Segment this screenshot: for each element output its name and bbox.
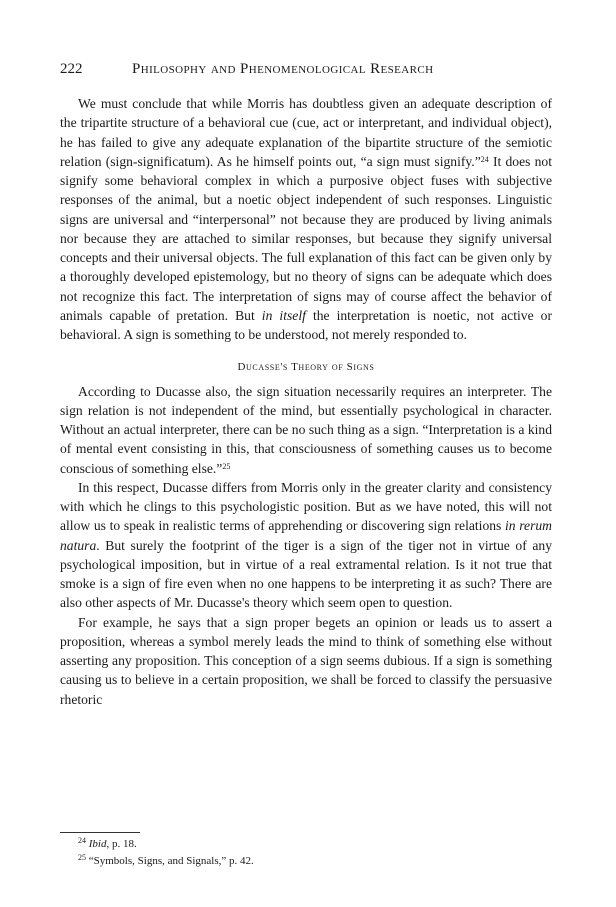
text-run: “Symbols, Signs, and Signals,” p. 42. bbox=[86, 855, 254, 867]
paragraph-conclusion bbox=[60, 94, 552, 344]
text-run: 24 bbox=[78, 836, 86, 845]
text-run: Ibid bbox=[88, 838, 107, 850]
page-number: 222 bbox=[60, 61, 83, 77]
text-run: We must conclude that while Morris has doubtless given an adequate description of the tripartite structure of a behavioral cue (cue, act or interpretant, and individual object), he has failed to give any adequate explanation of the bipartite structure of the semiotic relation (sign-significatum). As he himself points out, “a sign must signify.” bbox=[60, 96, 552, 169]
text-run: . But surely the footprint of the tiger is a sign of the tiger not in virtue of any psychological imposition, but in virtue of a real extramental relation. Is it not true that smoke is a sign of fire even when no one happens to be interpreting it as such? There are also other aspects of Mr. Ducasse's theory which seem open to question. bbox=[60, 537, 552, 611]
footnote-25 bbox=[60, 853, 552, 870]
text-run: In this respect, Ducasse differs from Morris only in the greater clarity and consistency with which he clings to this psychologistic position. But as we have noted, this will not allow us to speak in realistic terms of apprehending or discovering sign relations bbox=[60, 479, 552, 534]
section-heading bbox=[60, 358, 552, 377]
paragraph-ducasse-interpreter bbox=[60, 382, 552, 478]
text-run: 25 bbox=[78, 853, 86, 862]
text-run: 25 bbox=[222, 461, 231, 471]
running-title: Philosophy and Phenomenological Research bbox=[132, 61, 434, 77]
text-run: the interpretation is noetic, not active or behavioral. A sign is something to be understood, not merely responded to. bbox=[60, 307, 552, 342]
text-run: , p. 18. bbox=[106, 838, 137, 850]
footnote-rule bbox=[60, 832, 140, 833]
body-text bbox=[60, 94, 552, 709]
text-run: in rerum natura bbox=[60, 518, 552, 553]
text-run: For example, he says that a sign proper begets an opinion or leads us to assert a proposition, whereas a symbol merely leads the mind to think of something else without asserting any proposition. This conception of a sign seems dubious. If a sign is something causing us to believe in a certain proposition, we shall be forced to classify the persuasive rhetoric bbox=[60, 614, 552, 707]
text-run: in itself bbox=[261, 307, 306, 323]
paragraph-ducasse-psychologistic bbox=[60, 478, 552, 613]
paragraph-sign-proper bbox=[60, 613, 552, 709]
text-run: According to Ducasse also, the sign situation necessarily requires an interpreter. The sign relation is not independent of the mind, but essentially psychological in character. Without an actual interpreter, there can be no such thing as a sign. “Interpretation is a kind of mental event consisting in this, that consciousness of something causes us to become conscious of something else.” bbox=[60, 383, 552, 476]
footnote-24 bbox=[60, 836, 552, 853]
text-run: Ducasse's Theory of Signs bbox=[237, 361, 375, 374]
text-run: 24 bbox=[480, 154, 489, 164]
footnotes bbox=[60, 836, 552, 870]
text-run: It does not signify some behavioral complex in which a purposive object fuses with subjective responses of the animal, but a noetic object independent of such responses. Linguistic signs are universal and “interpersonal” not because they are produced by living animals nor because they are attached to similar responses, but because they signify universal concepts and their universal objects. The full explanation of this fact can be given only by a thoroughly developed epistemology, but no theory of signs can be adequate which does not recognize this fact. The interpretation of signs may of course affect the behavior of animals capable of pretation. But bbox=[60, 153, 552, 323]
